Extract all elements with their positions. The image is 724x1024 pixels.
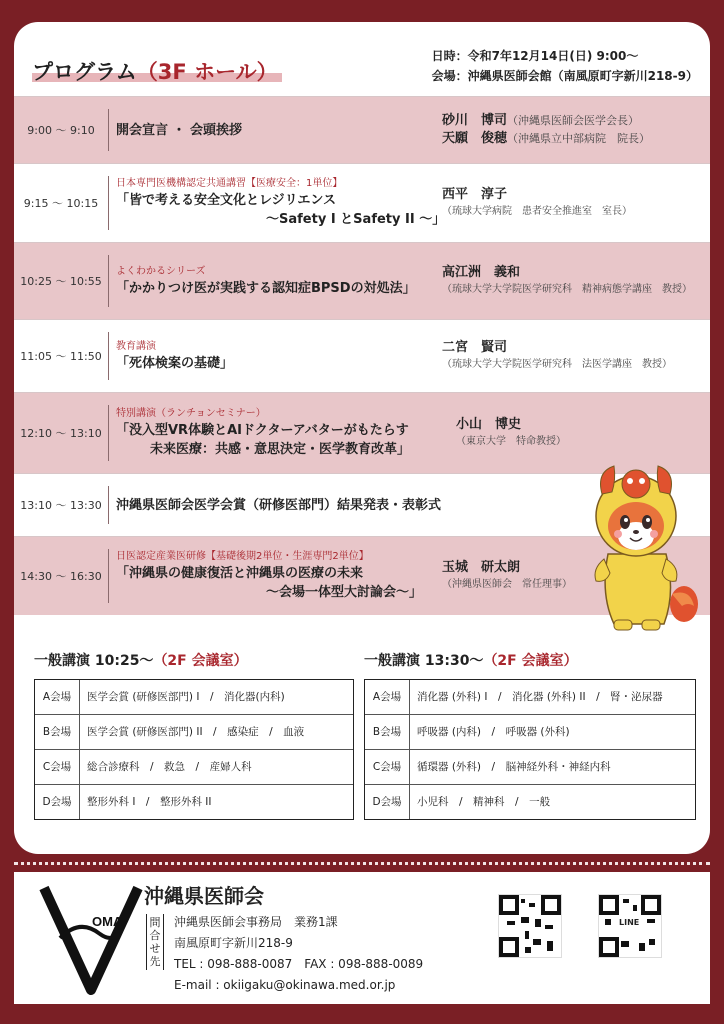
general-lecture-1-room: （2F 会議室） (153, 653, 248, 669)
session-row (14, 163, 710, 242)
speaker-name: 玉城 研太朗 (442, 560, 521, 575)
session-speakers (442, 537, 572, 615)
divider (108, 255, 109, 307)
program-hall: （3F ホール） (136, 60, 278, 84)
session-time: 10:25 〜 10:55 (20, 275, 102, 288)
session-title: 開会宣言 ・ 会頭挨拶 (116, 122, 243, 138)
speaker-affiliation: （沖縄県医師会 常任理事） (442, 579, 572, 590)
hall-row (35, 715, 353, 750)
hall-subjects: 小児科 / 精神科 / 一般 (417, 796, 551, 808)
session-subtitle: 未来医療：共感・意思決定・医学教育改革」 (150, 442, 411, 457)
session-time: 12:10 〜 13:10 (20, 427, 102, 440)
hall-subjects: 医学会賞 (研修医部門) II / 感染症 / 血液 (87, 726, 305, 738)
hall-row (365, 785, 695, 819)
hall-label: A会場 (365, 680, 410, 714)
session-time: 9:15 〜 10:15 (23, 197, 99, 210)
shisa-mascot-illustration (574, 454, 698, 634)
contact-label: 問合せ先 (146, 914, 164, 970)
session-category: よくわかるシリーズ (116, 265, 206, 277)
hall-label: D会場 (35, 785, 80, 819)
speaker-name: 砂川 博司 (442, 113, 508, 128)
divider (108, 332, 109, 380)
general-lecture-2-room: （2F 会議室） (483, 653, 578, 669)
general-lecture-2-title (364, 650, 578, 670)
general-lecture-2-table (364, 679, 696, 820)
hall-label: B会場 (365, 715, 410, 749)
session-category: 教育講演 (116, 340, 156, 352)
divider (108, 549, 109, 603)
oma-logo (36, 878, 146, 998)
speaker-affiliation: （琉球大学大学院医学研究科 法医学講座 教授） (442, 359, 672, 370)
speaker-affiliation: （東京大学 特命教授） (456, 436, 566, 447)
qr-code[interactable] (498, 894, 562, 958)
program-heading (32, 56, 278, 86)
dotted-divider (14, 862, 710, 865)
hall-label: A会場 (35, 680, 80, 714)
hall-row (365, 750, 695, 785)
session-time: 9:00 〜 9:10 (27, 124, 95, 137)
session-speakers (442, 243, 692, 319)
session-title: 「かかりつけ医が実践する認知症BPSDの対処法」 (116, 280, 416, 296)
hall-label: C会場 (35, 750, 80, 784)
session-title: 「死体検案の基礎」 (116, 355, 234, 371)
session-title: 「没入型VR体験とAIドクターアバターがもたらす (116, 423, 409, 438)
divider (108, 109, 109, 151)
speaker-affiliation: （琉球大学大学院医学研究科 精神病態学講座 教授） (442, 284, 692, 295)
hall-subjects: 循環器 (外科) / 脳神経外科・神経内科 (417, 761, 611, 773)
session-speakers (442, 164, 632, 242)
organization-name: 沖縄県医師会 (144, 884, 264, 908)
hall-subjects: 消化器 (外科) I / 消化器 (外科) II / 腎・泌尿器 (417, 691, 663, 703)
hall-label: B会場 (35, 715, 80, 749)
hall-subjects: 呼吸器 (内科) / 呼吸器 (外科) (417, 726, 570, 738)
hall-row (35, 680, 353, 715)
session-row (14, 319, 710, 392)
line-label: LINE (619, 918, 640, 927)
speaker-name: 二宮 賢司 (442, 340, 508, 355)
speaker-affiliation: （沖縄県医師会医学会長） (507, 114, 640, 127)
session-title: 「皆で考える安全文化とレジリエンス (116, 193, 337, 208)
session-row (14, 96, 710, 163)
hall-row (35, 785, 353, 819)
event-date: 日時：令和7年12月14日(日) 9:00〜 (431, 49, 639, 63)
session-time: 13:10 〜 13:30 (20, 499, 102, 512)
divider (108, 405, 109, 461)
hall-subjects: 医学会賞 (研修医部門) I / 消化器(内科) (87, 691, 285, 703)
contact-email[interactable]: E-mail : okiigaku@okinawa.med.or.jp (174, 978, 396, 992)
session-subtitle: 〜Safety I とSafety II 〜」 (266, 212, 446, 227)
speaker-name: 高江洲 義和 (442, 265, 521, 280)
session-category: 日本専門医機構認定共通講習【医療安全：1単位】 (116, 178, 343, 189)
general-lecture-1-title (34, 650, 248, 670)
divider (108, 176, 109, 230)
general-lecture-1-table (34, 679, 354, 820)
speaker-name: 西平 淳子 (442, 187, 508, 202)
session-speakers (442, 97, 650, 163)
session-subtitle: 〜会場一体型大討論会〜」 (266, 585, 423, 600)
session-category: 日医認定産業医研修【基礎後期2単位・生涯専門2単位】 (116, 551, 369, 562)
hall-subjects: 総合診療科 / 救急 / 産婦人科 (87, 761, 252, 773)
session-row (14, 242, 710, 319)
speaker-name: 小山 博史 (456, 417, 522, 432)
program-card (14, 22, 710, 854)
divider (108, 486, 109, 524)
session-title: 沖縄県医師会医学会賞（研修医部門）結果発表・表彰式 (116, 497, 442, 513)
speaker-affiliation: （沖縄県立中部病院 院長） (507, 132, 651, 145)
svg-text:OMA: OMA (92, 914, 123, 929)
hall-subjects: 整形外科 I / 整形外科 II (87, 796, 212, 808)
hall-label: D会場 (365, 785, 410, 819)
event-venue: 会場：沖縄県医師会館（南風原町字新川218-9） (431, 69, 698, 83)
event-info (432, 46, 698, 86)
general-lecture-1-time: 一般講演 10:25〜 (34, 653, 154, 669)
hall-row (35, 750, 353, 785)
session-category: 特別講演（ランチョンセミナー） (116, 408, 266, 419)
contact-address: 南風原町字新川218-9 (174, 936, 293, 950)
session-time: 11:05 〜 11:50 (20, 350, 102, 363)
general-lecture-2-time: 一般講演 13:30〜 (364, 653, 484, 669)
program-title: プログラム (32, 60, 137, 84)
session-speakers (456, 393, 566, 473)
contact-phone: TEL : 098-888-0087 FAX : 098-888-0089 (174, 957, 424, 971)
hall-label: C会場 (365, 750, 410, 784)
session-title: 「沖縄県の健康復活と沖縄県の医療の未来 (116, 566, 364, 581)
speaker-affiliation: （琉球大学病院 患者安全推進室 室長） (442, 206, 632, 217)
contact-department: 沖縄県医師会事務局 業務1課 (174, 915, 338, 929)
session-time: 14:30 〜 16:30 (20, 570, 102, 583)
footer (14, 872, 710, 1004)
speaker-name: 天願 俊穂 (442, 131, 508, 146)
hall-row (365, 680, 695, 715)
session-speakers (442, 320, 672, 392)
hall-row (365, 715, 695, 750)
contact-info (174, 912, 423, 996)
